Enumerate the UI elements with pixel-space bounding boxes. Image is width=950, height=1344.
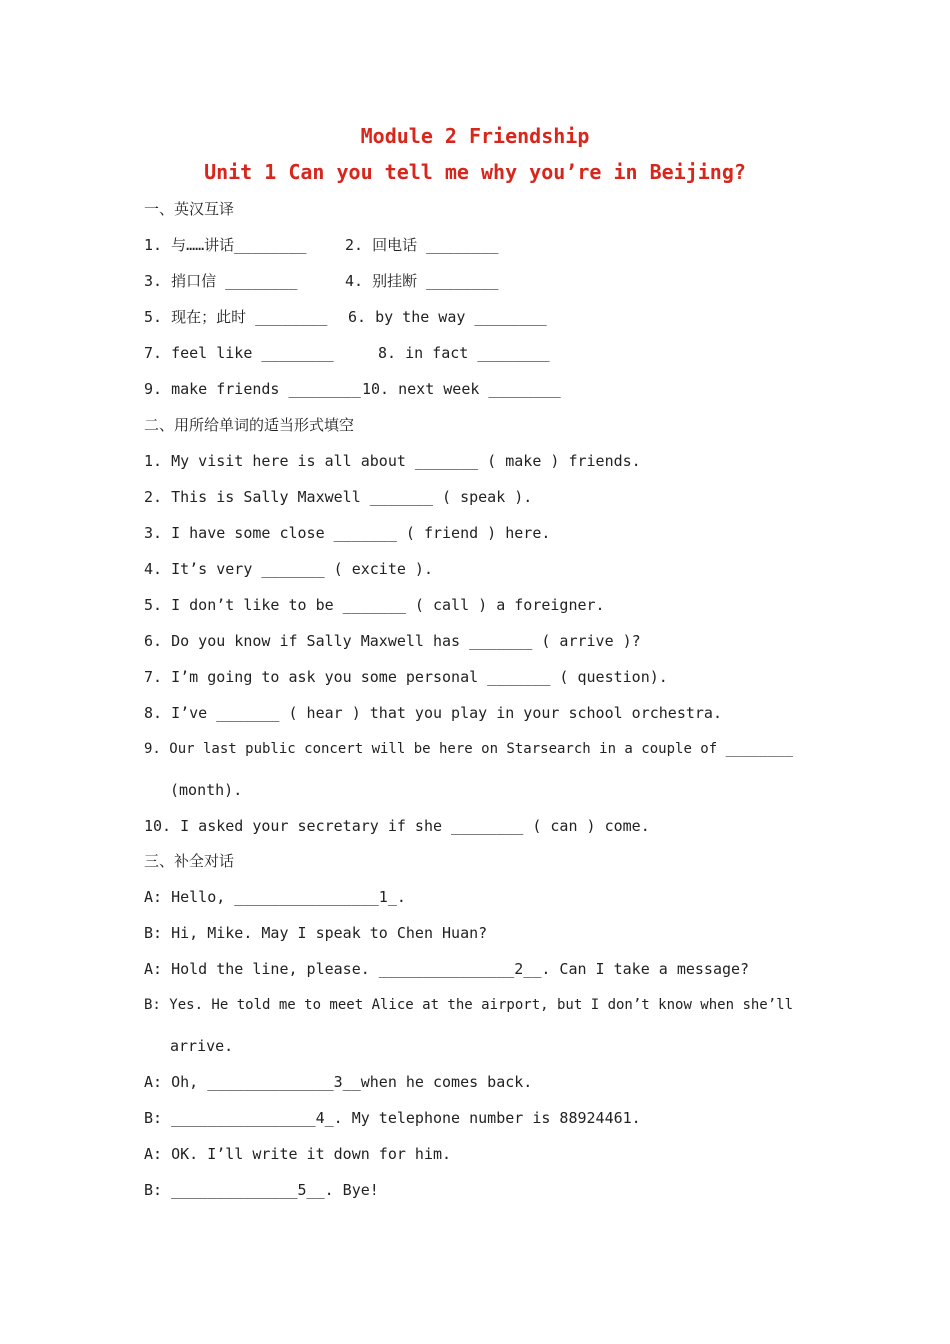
fill-item: 3. I have some close _______ ( friend ) here. <box>144 524 551 542</box>
vocab-item: 8. in fact ________ <box>378 344 550 362</box>
dialogue-line: B: ______________5__. Bye! <box>144 1181 379 1199</box>
dialogue-line: B: Hi, Mike. May I speak to Chen Huan? <box>144 924 488 942</box>
fill-item: 4. It’s very _______ ( excite ). <box>144 560 433 578</box>
vocab-item: 3. 捎口信 ________ <box>144 272 298 290</box>
fill-item: 9. Our last public concert will be here on Starsearch in a couple of ________ <box>144 741 794 757</box>
dialogue-line: A: OK. I’ll write it down for him. <box>144 1145 452 1163</box>
dialogue-line: A: Oh, ______________3__when he comes back. <box>144 1073 533 1091</box>
fill-item: 10. I asked your secretary if she ________ ( can ) come. <box>144 817 650 835</box>
fill-item: 7. I’m going to ask you some personal _______ ( question). <box>144 668 668 686</box>
vocab-item: 4. 别挂断 ________ <box>345 272 499 290</box>
vocab-item: 10. next week ________ <box>362 380 561 398</box>
page-subtitle: Unit 1 Can you tell me why you’re in Beijing? <box>204 160 746 184</box>
page-title: Module 2 Friendship <box>360 124 590 148</box>
vocab-item: 5. 现在；此时 ________ <box>144 308 328 326</box>
section2-heading: 二、用所给单词的适当形式填空 <box>144 416 355 434</box>
fill-item: 5. I don’t like to be _______ ( call ) a foreigner. <box>144 596 605 614</box>
fill-item: 6. Do you know if Sally Maxwell has _______ ( arrive )? <box>144 632 641 650</box>
dialogue-line: B: ________________4_. My telephone number is 88924461. <box>144 1109 641 1127</box>
vocab-item: 6. by the way ________ <box>348 308 547 326</box>
fill-item: 1. My visit here is all about _______ ( make ) friends. <box>144 452 641 470</box>
vocab-item: 1. 与……讲话________ <box>144 236 307 254</box>
vocab-item: 9. make friends ________ <box>144 380 361 398</box>
dialogue-line: B: Yes. He told me to meet Alice at the airport, but I don’t know when she’ll <box>144 997 794 1013</box>
fill-item: 2. This is Sally Maxwell _______ ( speak ). <box>144 488 533 506</box>
dialogue-line: A: Hello, ________________1_. <box>144 888 406 906</box>
dialogue-line: A: Hold the line, please. _______________2__. Can I take a message? <box>144 960 750 978</box>
vocab-item: 7. feel like ________ <box>144 344 334 362</box>
section3-heading: 三、补全对话 <box>144 852 235 870</box>
dialogue-line-continuation: arrive. <box>170 1037 234 1055</box>
fill-item-continuation: (month). <box>170 781 243 799</box>
section1-heading: 一、英汉互译 <box>144 200 235 218</box>
fill-item: 8. I’ve _______ ( hear ) that you play in your school orchestra. <box>144 704 722 722</box>
vocab-item: 2. 回电话 ________ <box>345 236 499 254</box>
